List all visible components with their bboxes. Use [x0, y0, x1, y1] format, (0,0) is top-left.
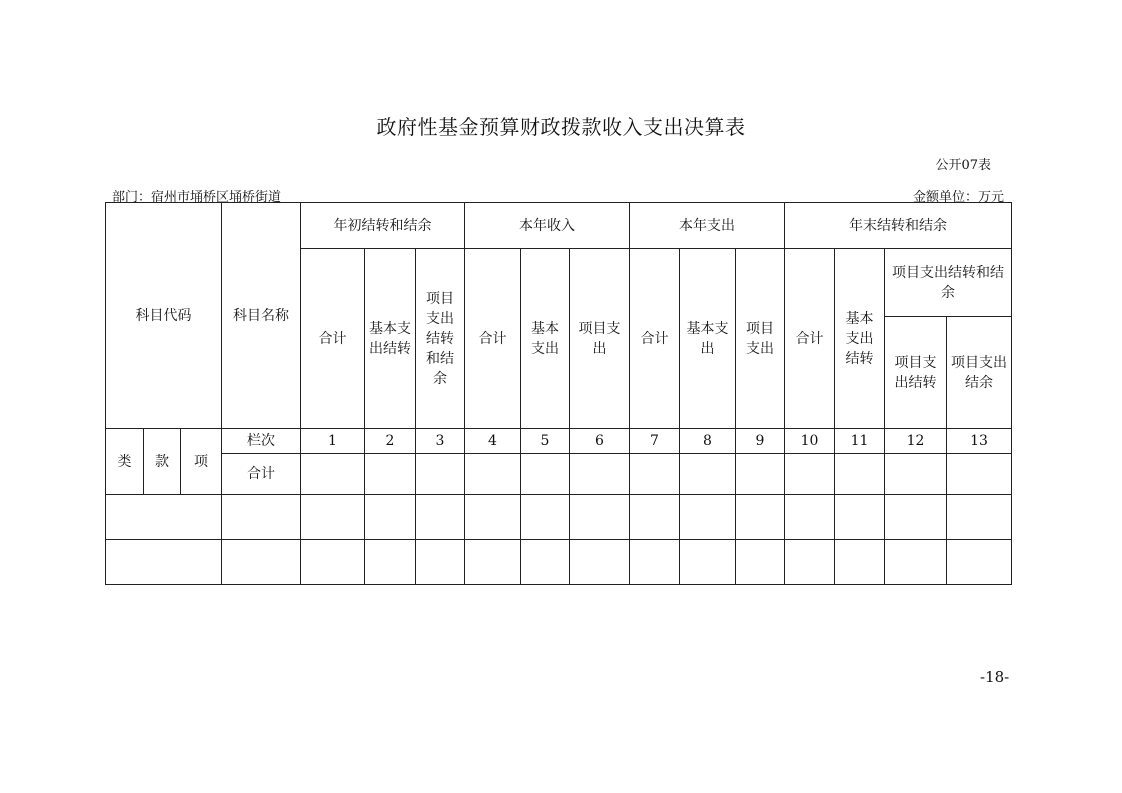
table-cell: [521, 495, 570, 540]
col-number: 2: [365, 429, 416, 454]
header-closing-total: 合计: [785, 249, 835, 429]
form-number: 公开07表: [935, 158, 991, 173]
header-group-opening: 年初结转和结余: [301, 203, 465, 249]
table-cell: [835, 540, 885, 585]
table-cell: [835, 495, 885, 540]
header-opening-project-carry-surplus: 项目支出结转和结余: [416, 249, 465, 429]
col-number: 9: [736, 429, 785, 454]
table-row: [106, 495, 1012, 540]
page-title: 政府性基金预算财政拨款收入支出决算表: [376, 115, 746, 139]
page-number: -18-: [980, 668, 1010, 686]
header-opening-total: 合计: [301, 249, 365, 429]
table-cell: [785, 540, 835, 585]
table-cell: [736, 540, 785, 585]
table-cell: [885, 540, 947, 585]
total-row-label: 合计: [222, 454, 301, 495]
table-cell: [736, 495, 785, 540]
table-cell: [365, 540, 416, 585]
table-cell: [570, 540, 630, 585]
table-cell: [222, 495, 301, 540]
header-subject-code: 科目代码: [106, 203, 222, 429]
table-cell: [570, 454, 630, 495]
col-number: 6: [570, 429, 630, 454]
col-number: 11: [835, 429, 885, 454]
header-income-total: 合计: [465, 249, 521, 429]
header-closing-project-surplus: 项目支出结余: [947, 317, 1012, 429]
table-cell: [680, 454, 736, 495]
table-cell: [301, 454, 365, 495]
table-cell: [570, 495, 630, 540]
table-cell: [885, 454, 947, 495]
table-cell: [222, 540, 301, 585]
table-cell: [416, 540, 465, 585]
header-group-closing: 年末结转和结余: [785, 203, 1012, 249]
header-subject-name: 科目名称: [222, 203, 301, 429]
header-income-project: 项目支出: [570, 249, 630, 429]
table-cell: [465, 495, 521, 540]
department-label: 部门：宿州市埇桥区埇桥街道: [112, 190, 282, 205]
table-cell: [465, 540, 521, 585]
col-number: 3: [416, 429, 465, 454]
amount-unit-label: 金额单位：万元: [912, 190, 1004, 205]
table-cell: [106, 540, 222, 585]
col-number: 12: [885, 429, 947, 454]
table-cell: [736, 454, 785, 495]
header-expense-basic: 基本支出: [680, 249, 736, 429]
table-cell: [947, 540, 1012, 585]
table-cell: [301, 495, 365, 540]
table-cell: [947, 495, 1012, 540]
col-number: 5: [521, 429, 570, 454]
header-expense-project: 项目支出: [736, 249, 785, 429]
table-cell: [630, 540, 680, 585]
table-cell: [630, 454, 680, 495]
table-cell: [521, 540, 570, 585]
table-cell: [416, 454, 465, 495]
col-number: 7: [630, 429, 680, 454]
code-level-lei: 类: [106, 429, 144, 495]
col-number: 10: [785, 429, 835, 454]
col-number: 13: [947, 429, 1012, 454]
table-cell: [301, 540, 365, 585]
table-cell: [465, 454, 521, 495]
table-cell: [835, 454, 885, 495]
table-cell: [680, 540, 736, 585]
table-cell: [680, 495, 736, 540]
budget-table: [105, 202, 1012, 585]
header-closing-project-group: 项目支出结转和结余: [885, 249, 1012, 317]
header-group-income: 本年收入: [465, 203, 630, 249]
header-closing-project-carry: 项目支出结转: [885, 317, 947, 429]
table-cell: [630, 495, 680, 540]
table-row: [106, 540, 1012, 585]
table-cell: [365, 454, 416, 495]
code-level-xiang: 项: [181, 429, 222, 495]
header-group-expense: 本年支出: [630, 203, 785, 249]
header-income-basic: 基本支出: [521, 249, 570, 429]
table-cell: [947, 454, 1012, 495]
col-number: 8: [680, 429, 736, 454]
col-number: 4: [465, 429, 521, 454]
table-cell: [785, 454, 835, 495]
table-cell: [365, 495, 416, 540]
header-expense-total: 合计: [630, 249, 680, 429]
table-cell: [785, 495, 835, 540]
header-closing-basic-carry: 基本支出结转: [835, 249, 885, 429]
row-number-label: 栏次: [222, 429, 301, 454]
table-cell: [885, 495, 947, 540]
header-opening-basic-carry: 基本支出结转: [365, 249, 416, 429]
code-level-kuan: 款: [144, 429, 181, 495]
table-cell: [106, 495, 222, 540]
table-cell: [521, 454, 570, 495]
col-number: 1: [301, 429, 365, 454]
table-cell: [416, 495, 465, 540]
